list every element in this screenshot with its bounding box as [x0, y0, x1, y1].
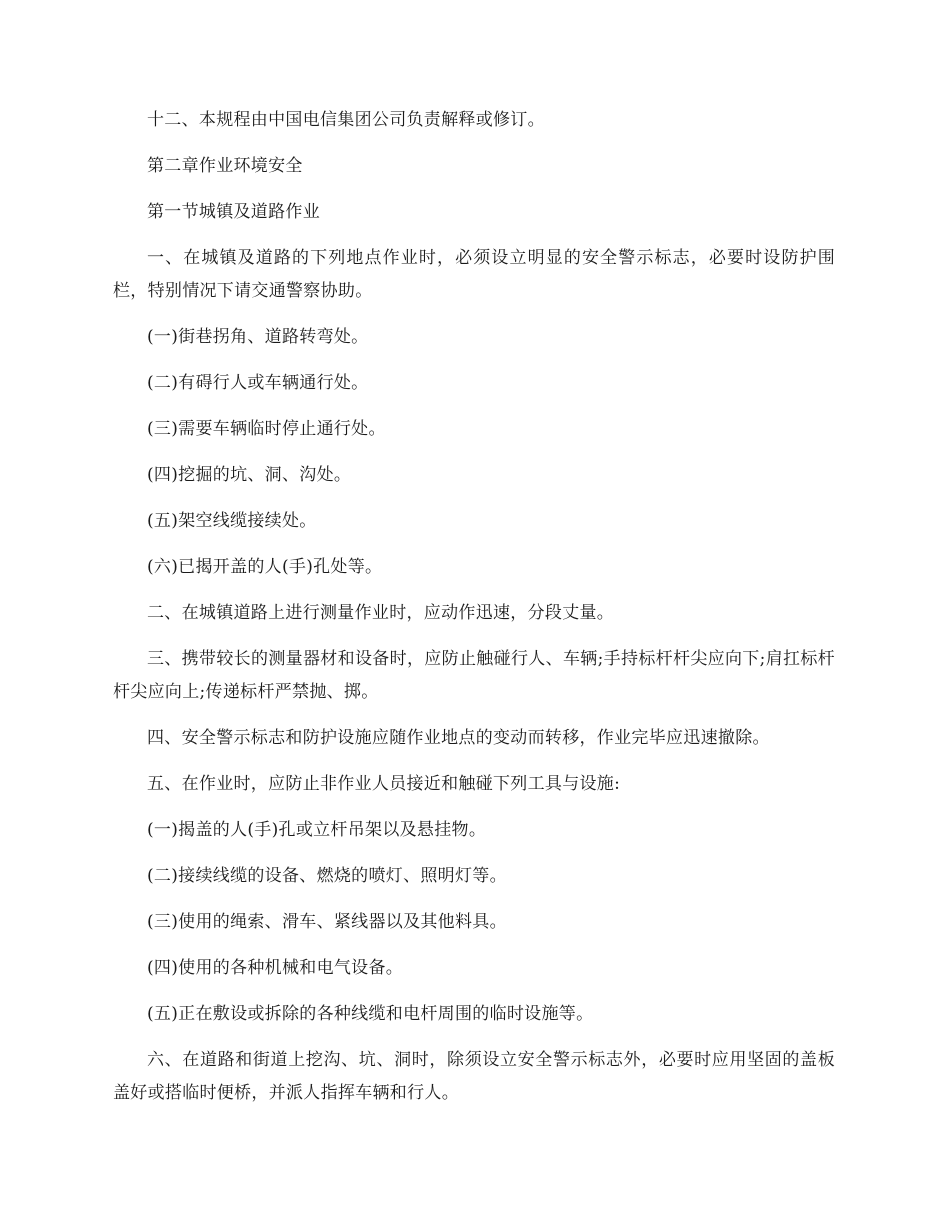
sub-item-5-1: (一)揭盖的人(手)孔或立杆吊架以及悬挂物。	[147, 820, 487, 840]
paragraph-item-6: 六、在道路和街道上挖沟、坑、洞时，除须设立安全警示标志外，必要时应用坚固的盖板盖好或搭临时便桥，并派人指挥车辆和行人。	[113, 1050, 835, 1103]
sub-item-1-4: (四)挖掘的坑、洞、沟处。	[147, 465, 352, 485]
paragraph-item-5: 五、在作业时，应防止非作业人员接近和触碰下列工具与设施:	[147, 774, 621, 794]
paragraph-revision-clause: 十二、本规程由中国电信集团公司负责解释或修订。	[147, 110, 545, 130]
paragraph-item-1: 一、在城镇及道路的下列地点作业时，必须设立明显的安全警示标志，必要时设防护围栏，特别情况下请交通警察协助。	[113, 248, 835, 301]
chapter-heading: 第二章作业环境安全	[147, 156, 303, 176]
sub-item-5-5: (五)正在敷设或拆除的各种线缆和电杆周围的临时设施等。	[147, 1004, 594, 1024]
sub-item-5-4: (四)使用的各种机械和电气设备。	[147, 958, 404, 978]
paragraph-item-4: 四、安全警示标志和防护设施应随作业地点的变动而转移，作业完毕应迅速撤除。	[147, 728, 770, 748]
sub-item-1-6: (六)已揭开盖的人(手)孔处等。	[147, 557, 383, 577]
paragraph-item-2: 二、在城镇道路上进行测量作业时，应动作迅速，分段丈量。	[147, 603, 615, 623]
sub-item-1-1: (一)街巷拐角、道路转弯处。	[147, 327, 369, 347]
paragraph-item-3: 三、携带较长的测量器材和设备时，应防止触碰行人、车辆;手持标杆杆尖应向下;肩扛标杆杆尖应向上;传递标杆严禁抛、掷。	[113, 649, 835, 702]
document-page	[113, 104, 835, 1123]
sub-item-5-3: (三)使用的绳索、滑车、紧线器以及其他料具。	[147, 912, 507, 932]
sub-item-1-2: (二)有碍行人或车辆通行处。	[147, 373, 369, 393]
section-heading: 第一节城镇及道路作业	[147, 202, 320, 222]
sub-item-1-3: (三)需要车辆临时停止通行处。	[147, 419, 386, 439]
sub-item-5-2: (二)接续线缆的设备、燃烧的喷灯、照明灯等。	[147, 866, 507, 886]
sub-item-1-5: (五)架空线缆接续处。	[147, 511, 317, 531]
